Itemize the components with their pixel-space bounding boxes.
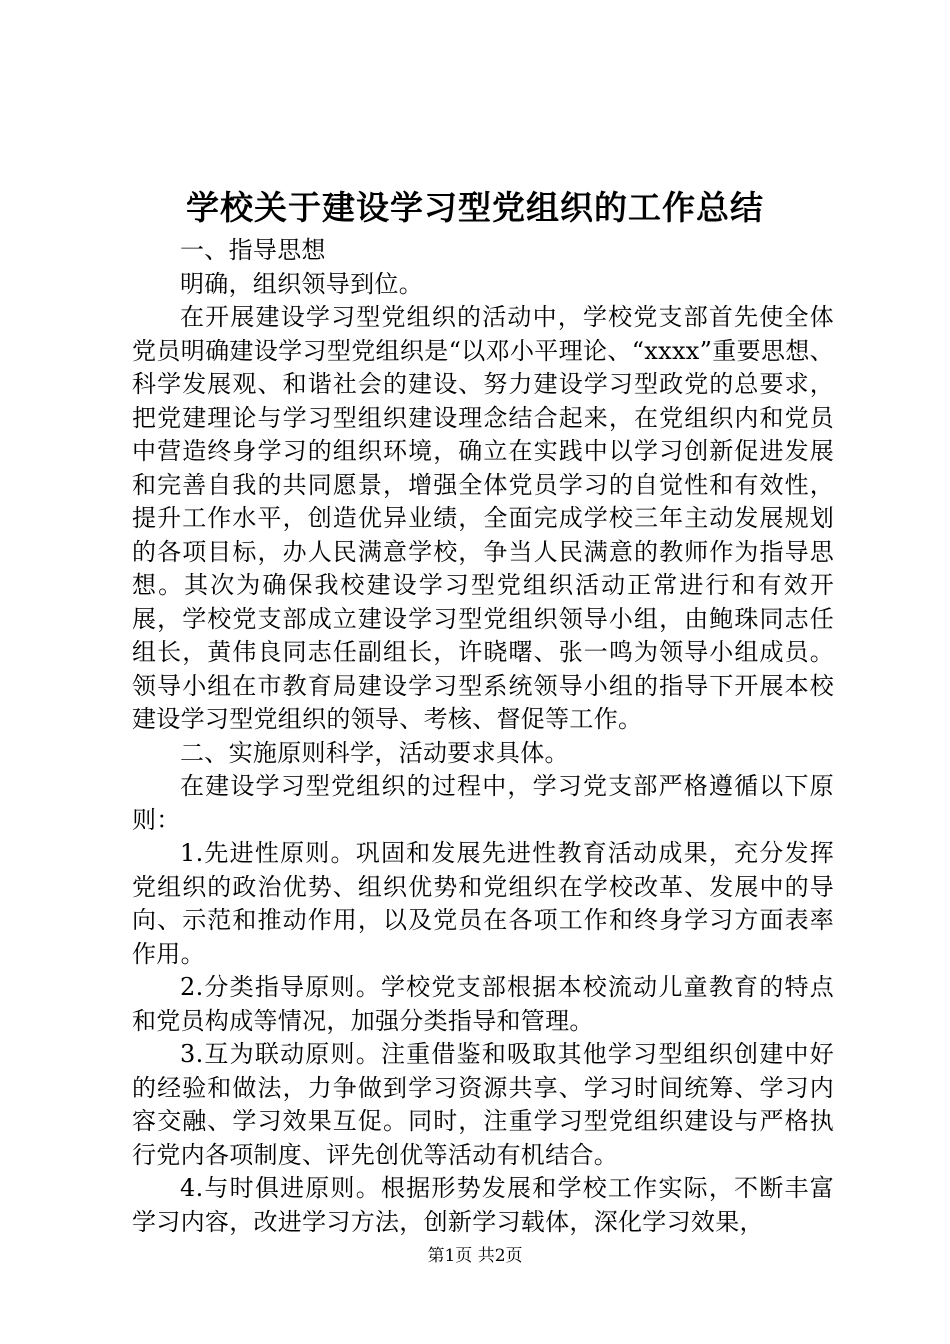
paragraph: 明确，组织领导到位。 — [180, 269, 423, 298]
document-body — [132, 234, 834, 1239]
section-heading-guiding-ideology: 一、指导思想 — [180, 236, 326, 264]
section-heading-principles: 二、实施原则科学，活动要求具体。 — [180, 738, 569, 767]
list-item: 3.互为联动原则。注重借鉴和吸取其他学习型组织创建中好的经验和做法，力争做到学习资源共享、学习时间统筹、学习内容交融、学习效果互促。同时，注重学习型党组织建设与严格执行党内各项制度、评先创优等活动有机结合。 — [132, 1040, 834, 1169]
paragraph: 在建设学习型党组织的过程中，学习党支部严格遵循以下原则： — [132, 772, 834, 834]
list-item: 2.分类指导原则。学校党支部根据本校流动儿童教育的特点和党员构成等情况，加强分类指导和管理。 — [132, 973, 834, 1035]
document-title: 学校关于建设学习型党组织的工作总结 — [186, 188, 764, 227]
list-item: 1.先进性原则。巩固和发展先进性教育活动成果，充分发挥党组织的政治优势、组织优势和党组织在学校改革、发展中的导向、示范和推动作用，以及党员在各项工作和终身学习方面表率作用。 — [132, 839, 834, 968]
page-number-footer: 第1页 共2页 — [427, 1246, 523, 1266]
paragraph: 在开展建设学习型党组织的活动中，学校党支部首先使全体党员明确建设学习型党组织是“以邓小平理论、“xxxx”重要思想、科学发展观、和谐社会的建设、努力建设学习型政党的总要求，把党建理论与学习型组织建设理念结合起来，在党组织内和党员中营造终身学习的组织环境，确立在实践中以学习创新促进发展和完善自我的共同愿景，增强全体党员学习的自觉性和有效性，提升工作水平，创造优异业绩，全面完成学校三年主动发展规划的各项目标，办人民满意学校，争当人民满意的教师作为指导思想。其次为确保我校建设学习型党组织活动正常进行和有效开展，学校党支部成立建设学习型党组织领导小组，由鲍珠同志任组长，黄伟良同志任副组长，许晓曙、张一鸣为领导小组成员。领导小组在市教育局建设学习型系统领导小组的指导下开展本校建设学习型党组织的领导、考核、督促等工作。 — [132, 303, 834, 733]
list-item: 4.与时俱进原则。根据形势发展和学校工作实际，不断丰富学习内容，改进学习方法，创新学习载体，深化学习效果， — [132, 1174, 834, 1236]
